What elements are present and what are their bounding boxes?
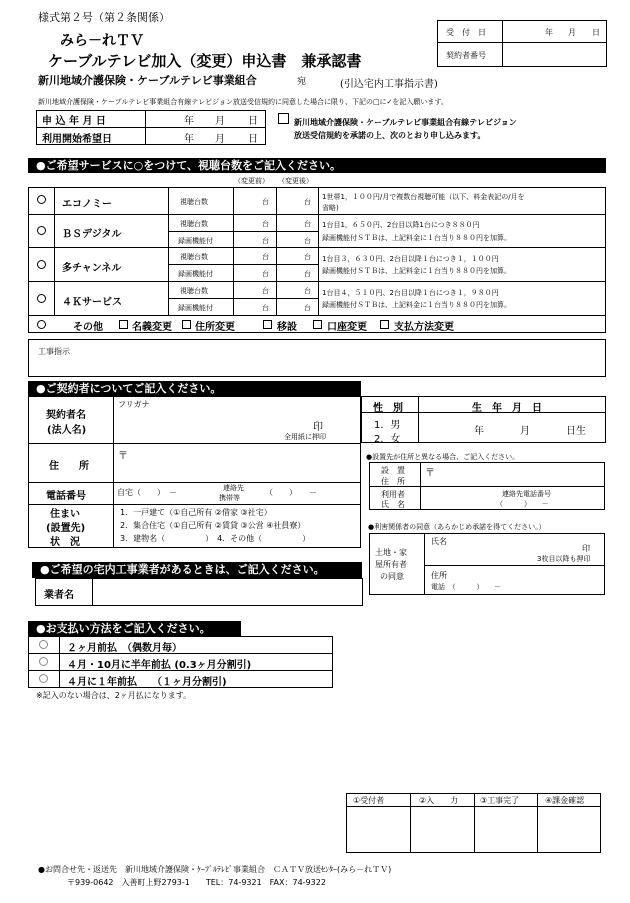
contractor-name-label-2: (法人名) bbox=[47, 425, 87, 436]
consent-line-2: 放送受信規約を承諾の上、次のとおり申し込みます。 bbox=[294, 131, 486, 140]
vendor-label: 業者名 bbox=[44, 590, 74, 601]
col-after: （変更後） bbox=[278, 177, 313, 185]
contract-number-field[interactable] bbox=[504, 44, 605, 65]
consent-line-1: 新川地域介護保険・ケーブルテレビ事業組合有線テレビジョン bbox=[294, 118, 517, 127]
gender-label: 性 別 bbox=[373, 403, 403, 414]
services-header: ●ご希望サービスに○をつけて、視聴台数をご記入ください。 bbox=[28, 158, 606, 173]
service-name-economy: エコノミー bbox=[62, 199, 112, 210]
payment-header: ●お支払い方法をご記入ください。 bbox=[28, 621, 241, 636]
dob-label: 生 年 月 日 bbox=[472, 403, 542, 414]
work-instruction-label: 工事指示 bbox=[38, 347, 70, 356]
home-phone: 自宅（ ） － bbox=[117, 488, 177, 497]
footer-address: 〒939-0642 入善町上野2793-1 TEL：74-9321 FAX：74-9322 bbox=[67, 878, 326, 887]
handwritten-note: (引込宅内工事指示書) bbox=[340, 79, 438, 90]
seal-mark: 印 bbox=[313, 422, 323, 433]
consent-checkbox[interactable] bbox=[278, 113, 289, 124]
payment-note: ※記入のない場合は、2ヶ月払になります。 bbox=[36, 691, 192, 700]
postal-mark: 〒 bbox=[118, 451, 128, 462]
contractor-name-label-1: 契約者名 bbox=[46, 410, 86, 421]
4k-service-radio[interactable] bbox=[37, 294, 46, 303]
seal-note: 全用紙に押印 bbox=[284, 433, 326, 441]
checkbox-address-change[interactable] bbox=[182, 320, 191, 329]
owner-consent-note: ●利害関係者の同意（あらかじめ承諾を得てください。） bbox=[368, 523, 546, 531]
service-name-multi: 多チャンネル bbox=[62, 263, 122, 274]
received-date-label: 受 付 日 bbox=[446, 28, 486, 37]
contact-phone: （ ） － bbox=[265, 488, 317, 497]
start-date-label: 利用開始希望日 bbox=[42, 134, 112, 145]
payment-radio-annual[interactable] bbox=[39, 674, 48, 683]
checkbox-account-change[interactable] bbox=[313, 320, 322, 329]
intro-text: 新川地域介護保険・ケーブルテレビ事業組合有線テレビジョン放送受信規約に同意した場合に限り、下記の□に✓を記入願います。 bbox=[38, 98, 448, 106]
addressee: 新川地域介護保険・ケーブルテレビ事業組合 bbox=[38, 74, 257, 87]
bs-digital-radio[interactable] bbox=[37, 226, 46, 235]
col-before: （変更前） bbox=[234, 177, 269, 185]
work-instruction-box[interactable] bbox=[28, 339, 606, 377]
vendor-name-field[interactable] bbox=[94, 580, 360, 604]
addressee-suffix: 宛 bbox=[297, 77, 307, 87]
service-name-bs: ＢＳデジタル bbox=[62, 229, 122, 240]
apply-date-label: 申 込 年 月 日 bbox=[42, 116, 106, 127]
phone-label: 電話番号 bbox=[46, 491, 86, 502]
contractor-header: ●ご契約者についてご記入ください。 bbox=[28, 381, 361, 396]
furigana-label: フリガナ bbox=[118, 400, 150, 409]
payment-radio-bimonthly[interactable] bbox=[39, 640, 48, 649]
checkbox-name-change[interactable] bbox=[119, 320, 128, 329]
checkbox-relocation[interactable] bbox=[263, 320, 272, 329]
multi-channel-radio[interactable] bbox=[37, 260, 46, 269]
economy-radio[interactable] bbox=[37, 195, 46, 204]
contract-number-label: 契約者番号 bbox=[446, 51, 486, 60]
form-title: ケーブルテレビ加入（変更）申込書 兼承認書 bbox=[48, 52, 362, 70]
checkbox-payment-change[interactable] bbox=[380, 320, 389, 329]
other-label: その他 bbox=[73, 322, 103, 333]
payment-radio-semiannual[interactable] bbox=[39, 657, 48, 666]
vendor-header: ●ご希望の宅内工事業者があるときは、ご記入ください。 bbox=[32, 562, 362, 578]
brand-name: みら－れＴＶ bbox=[60, 33, 144, 49]
service-name-4k: ４Ｋサービス bbox=[62, 297, 122, 308]
address-label: 住 所 bbox=[49, 461, 89, 472]
other-radio[interactable] bbox=[37, 320, 46, 329]
form-number: 様式第２号（第２条関係） bbox=[38, 11, 170, 24]
install-note: ●設置先が住所と異なる場合、ご記入ください。 bbox=[366, 453, 520, 461]
footer-contact: ●お問合せ先・返送先 新川地域介護保険・ｹｰﾌﾞﾙﾃﾚﾋﾞ事業組合 ＣＡＴＶ放送ｾﾝﾀｰ(みら－れＴＶ) bbox=[38, 865, 392, 874]
